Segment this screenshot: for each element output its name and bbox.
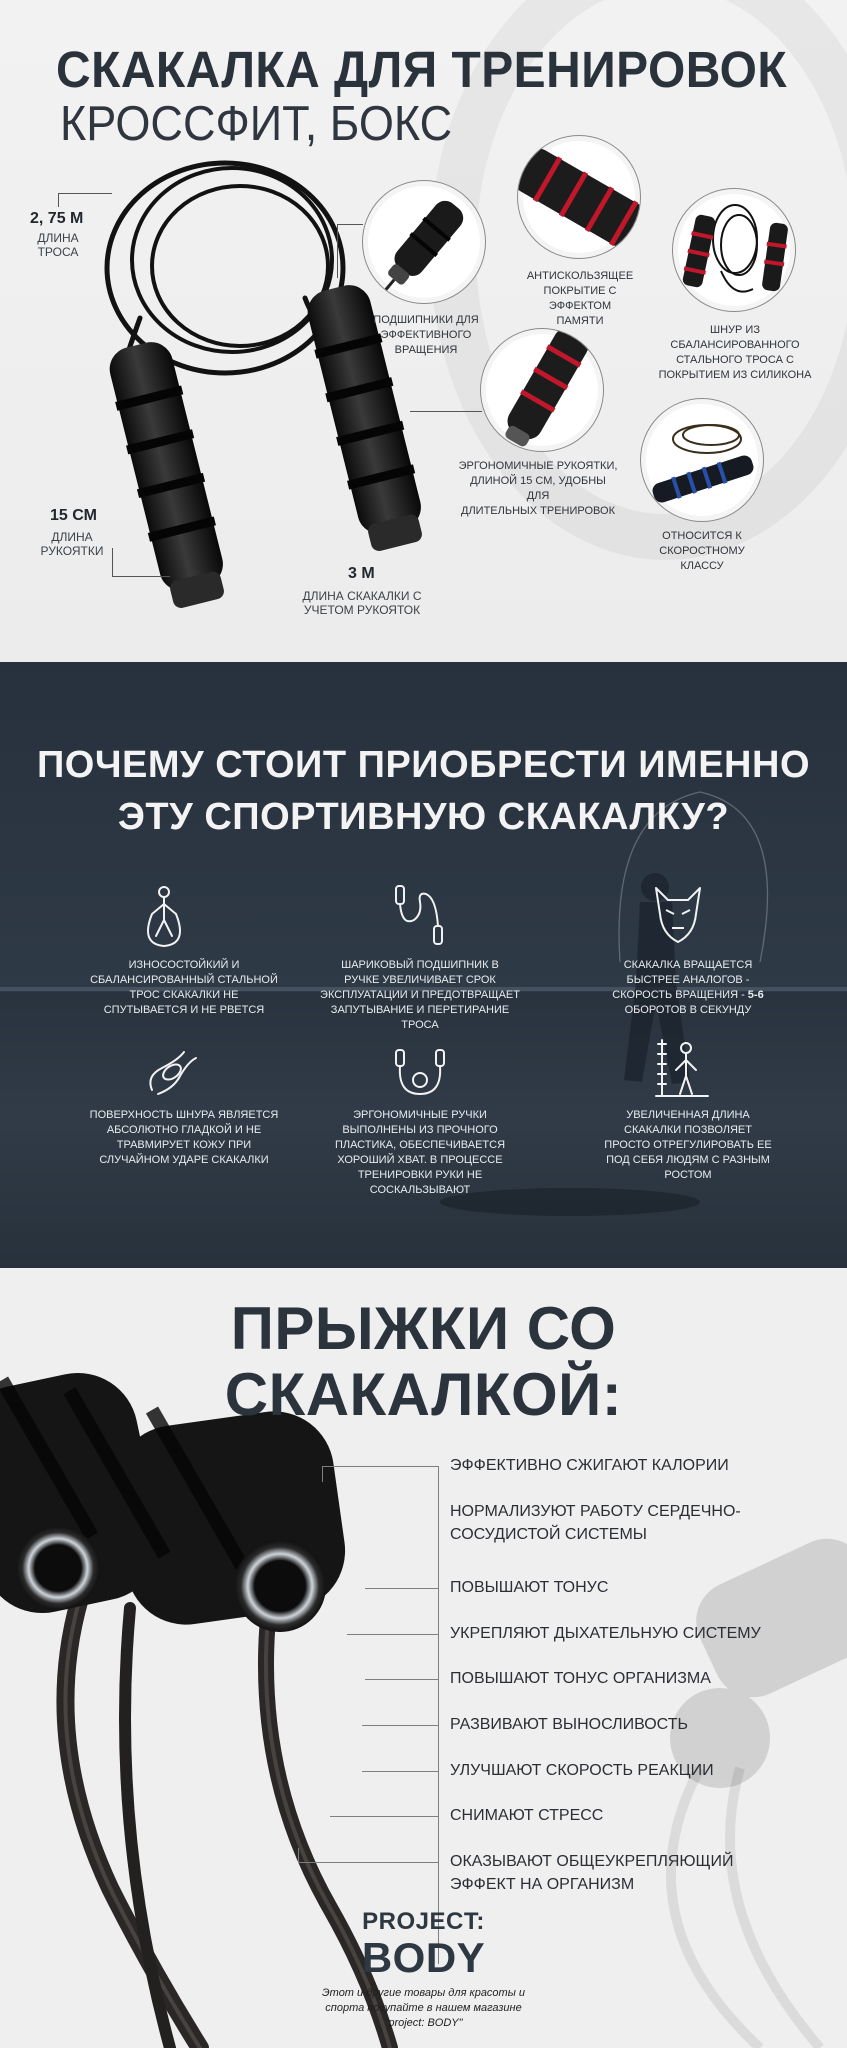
feature-anti-slip-caption: АНТИСКОЛЬЗЯЩЕЕ ПОКРЫТИЕ С ЭФФЕКТОМ ПАМЯТИ	[526, 270, 634, 327]
handle-length-leader-v	[112, 548, 113, 576]
benefit-7-connector	[362, 1771, 438, 1772]
jump-rope-icon	[392, 884, 448, 948]
why-buy-section	[0, 662, 847, 1268]
benefit-item: ПОВЫШАЮТ ТОНУС ОРГАНИЗМА	[450, 1670, 711, 1687]
benefits-section	[0, 1268, 847, 2048]
bearings-leader	[337, 224, 363, 225]
feature-cable-image	[672, 188, 796, 312]
feature-ergonomic-caption: ЭРГОНОМИЧНЫЕ РУКОЯТКИ, ДЛИНОЙ 15 СМ, УДОБНЫ ДЛЯ ДЛИТЕЛЬНЫХ ТРЕНИРОВОК	[458, 460, 618, 517]
rope-length-label: ДЛИНА ТРОСА	[37, 231, 79, 259]
benefit-item: НОРМАЛИЗУЮТ РАБОТУ СЕРДЕЧНО- СОСУДИСТОЙ СИСТЕМЫ	[450, 1503, 741, 1543]
benefit-3-connector	[365, 1588, 438, 1589]
product-hero-section	[0, 0, 847, 662]
knotted-rope-icon	[144, 1048, 200, 1098]
benefit-8-connector	[330, 1816, 438, 1817]
why-item-2-text: ШАРИКОВЫЙ ПОДШИПНИК В РУЧКЕ УВЕЛИЧИВАЕТ СРОК ЭКСПЛУАТАЦИИ И ПРЕДОТВРАЩАЕТ ЗАПУТЫВАНИЕ И ПЕРЕТИРАНИЕ ТРОСА	[320, 959, 520, 1031]
why-title-line-1: ПОЧЕМУ СТОИТ ПРИОБРЕСТИ ИМЕННО	[36, 744, 811, 786]
benefit-4-connector	[347, 1634, 438, 1635]
benefit-item: ПОВЫШАЮТ ТОНУС	[450, 1579, 609, 1596]
benefit-item: ОКАЗЫВАЮТ ОБЩЕУКРЕПЛЯЮЩИЙ ЭФФЕКТ НА ОРГАНИЗМ	[450, 1853, 734, 1893]
handle-length-leader	[112, 576, 170, 577]
feature-ergonomic-image	[480, 328, 604, 452]
handle-length-value: 15 СМ	[50, 507, 97, 524]
page-subtitle: КРОССФИТ, БОКС	[60, 97, 453, 151]
bearings-leader-v	[337, 224, 338, 278]
feature-cable-caption: ШНУР ИЗ СБАЛАНСИРОВАННОГО СТАЛЬНОГО ТРОСА С ПОКРЫТИЕМ ИЗ СИЛИКОНА	[658, 324, 812, 381]
feature-speed-caption: ОТНОСИТСЯ К СКОРОСТНОМУ КЛАССУ	[659, 530, 745, 572]
rope-handles-icon	[392, 1048, 448, 1098]
why-title-line-2: ЭТУ СПОРТИВНУЮ СКАКАЛКУ?	[117, 796, 730, 838]
benefit-5-connector	[365, 1679, 438, 1680]
benefit-item: ЭФФЕКТИВНО СЖИГАЮТ КАЛОРИИ	[450, 1457, 729, 1474]
benefits-connector-vertical	[438, 1466, 439, 1964]
page-title: СКАКАЛКА ДЛЯ ТРЕНИРОВОК	[56, 41, 788, 98]
why-item-4-text: ПОВЕРХНОСТЬ ШНУРА ЯВЛЯЕТСЯ АБСОЛЮТНО ГЛАДКОЙ И НЕ ТРАВМИРУЕТ КОЖУ ПРИ СЛУЧАЙНОМ УДАРЕ СКАКАЛКИ	[89, 1109, 279, 1166]
feature-bearings-image	[362, 180, 486, 304]
height-person-icon	[654, 1038, 710, 1098]
benefit-item: СНИМАЮТ СТРЕСС	[450, 1807, 604, 1824]
why-item-5-text: ЭРГОНОМИЧНЫЕ РУЧКИ ВЫПОЛНЕНЫ ИЗ ПРОЧНОГО ПЛАСТИКА, ОБЕСПЕЧИВАЕТСЯ ХОРОШИЙ ХВАТ. В ПРОЦЕССЕ ТРЕНИРОВКИ РУКИ НЕ СОСКАЛЬЗЫВАЮТ	[334, 1109, 506, 1196]
brand-logo-line-1: PROJECT:	[362, 1908, 485, 1935]
rope-length-leader-v	[58, 193, 59, 207]
feature-anti-slip-image	[517, 135, 641, 259]
benefit-9-connector-tick	[298, 1848, 299, 1862]
benefit-1-connector-tick	[322, 1466, 323, 1482]
feature-speed-image	[640, 398, 764, 522]
total-length-value: 3 М	[348, 565, 375, 582]
benefit-9-connector	[298, 1862, 438, 1863]
why-item-3-text: СКАКАЛКА ВРАЩАЕТСЯ БЫСТРЕЕ АНАЛОГОВ - СКОРОСТЬ ВРАЩЕНИЯ - 5-6 ОБОРОТОВ В СЕКУНДУ	[612, 959, 764, 1016]
benefit-6-connector	[362, 1725, 438, 1726]
benefit-item: УЛУЧШАЮТ СКОРОСТЬ РЕАКЦИИ	[450, 1762, 714, 1779]
footer-note: Этот и другие товары для красоты и спорта покупайте в нашем магазине "project: BODY"	[322, 1987, 525, 2029]
jumping-person-icon	[136, 884, 192, 948]
brand-logo-line-2: BODY	[361, 1934, 486, 1981]
benefit-item: РАЗВИВАЮТ ВЫНОСЛИВОСТЬ	[450, 1716, 688, 1733]
why-item-6-text: УВЕЛИЧЕННАЯ ДЛИНА СКАКАЛКИ ПОЗВОЛЯЕТ ПРОСТО ОТРЕГУЛИРОВАТЬ ЕЕ ПОД СЕБЯ ЛЮДЯМ С РАЗНЫМ РОСТОМ	[604, 1109, 772, 1181]
benefit-item: УКРЕПЛЯЮТ ДЫХАТЕЛЬНУЮ СИСТЕМУ	[450, 1625, 761, 1642]
total-length-label: ДЛИНА СКАКАЛКИ С УЧЕТОМ РУКОЯТОК	[302, 589, 422, 617]
benefits-title-line-2: СКАКАЛКОЙ:	[224, 1361, 623, 1428]
ergonomic-leader	[410, 411, 482, 412]
feature-bearings-caption: ПОДШИПНИКИ ДЛЯ ЭФФЕКТИВНОГО ВРАЩЕНИЯ	[373, 314, 479, 356]
benefit-1-connector	[322, 1466, 438, 1467]
handle-length-label: ДЛИНА РУКОЯТКИ	[40, 530, 104, 558]
benefits-title-line-1: ПРЫЖКИ СО	[230, 1295, 617, 1362]
why-item-1-text: ИЗНОСОСТОЙКИЙ И СБАЛАНСИРОВАННЫЙ СТАЛЬНОЙ ТРОС СКАКАЛКИ НЕ СПУТЫВАЕТСЯ И НЕ РВЕТСЯ	[90, 959, 278, 1016]
rope-length-leader	[58, 193, 112, 194]
speed-mask-icon	[650, 884, 706, 948]
rope-length-value: 2, 75 М	[30, 210, 84, 227]
